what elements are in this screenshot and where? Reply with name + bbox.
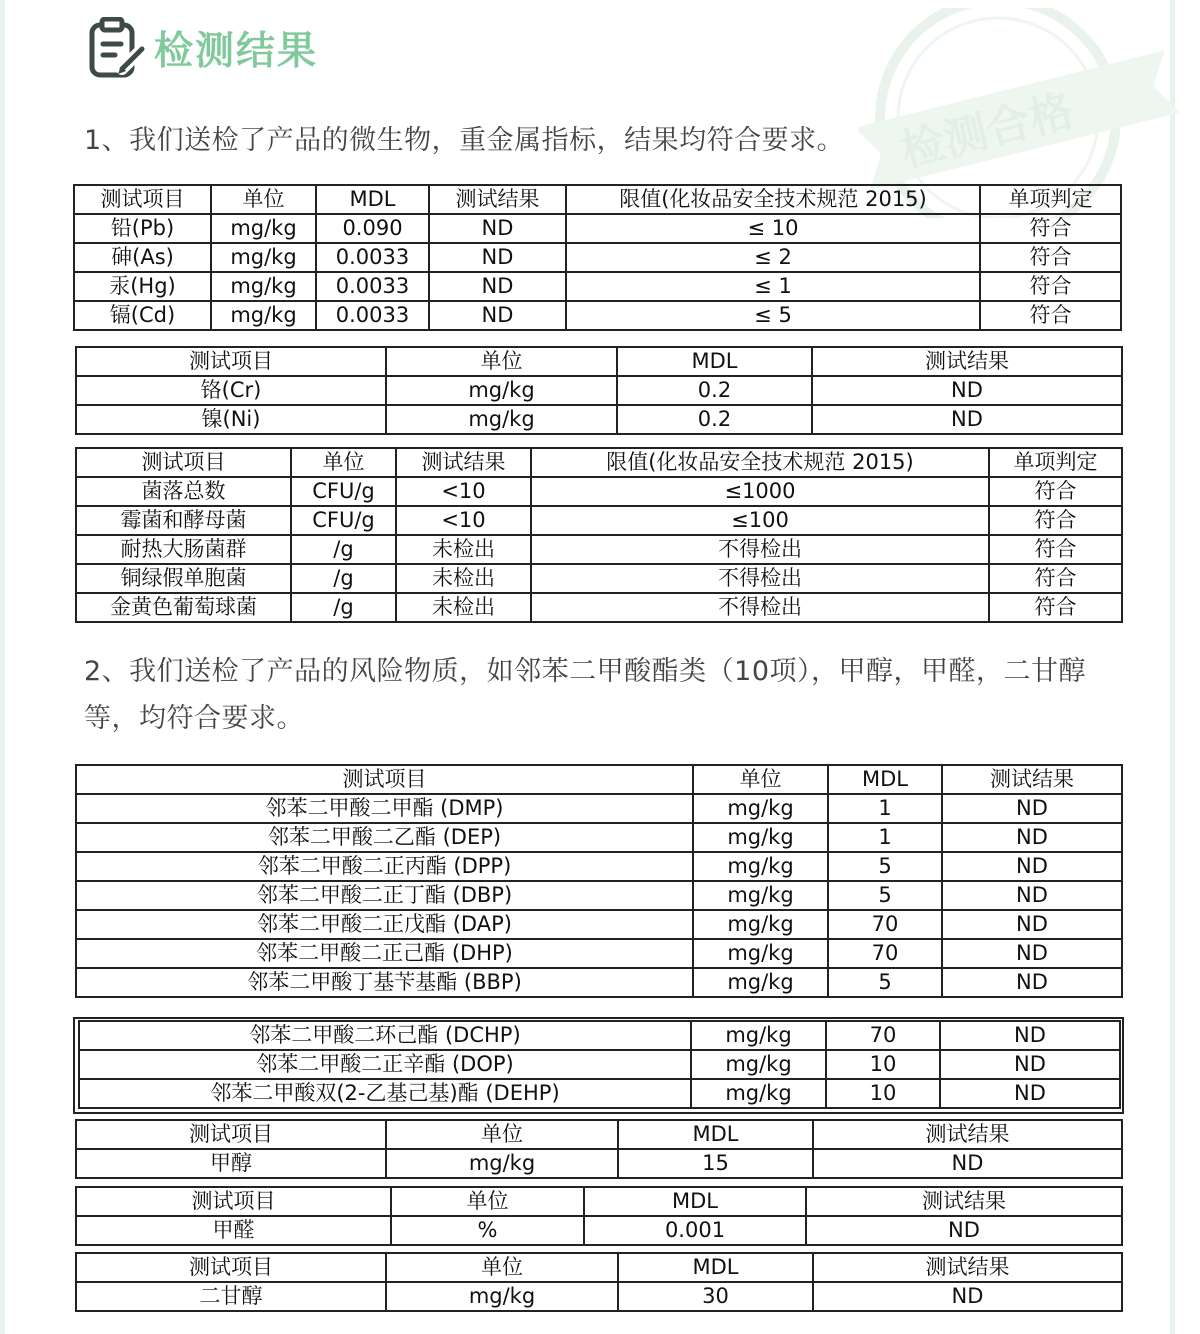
cell: 金黄色葡萄球菌	[76, 593, 291, 622]
cell: mg/kg	[386, 1149, 618, 1178]
cell: 符合	[989, 477, 1122, 506]
intro-paragraph-2: 2、我们送检了产品的风险物质，如邻苯二甲酸酯类（10项），甲醇，甲醛，二甘醇等，均符合要求。	[84, 656, 1087, 734]
cell: 邻苯二甲酸二正己酯 (DHP)	[76, 939, 693, 968]
header-cell: 单位	[211, 185, 316, 214]
heavy-metals-table	[73, 184, 1122, 331]
cell: 铬(Cr)	[76, 376, 386, 405]
cell: mg/kg	[693, 794, 828, 823]
cell: ND	[942, 939, 1122, 968]
cell: 符合	[980, 301, 1121, 330]
header-cell: 限值(化妆品安全技术规范 2015)	[566, 185, 980, 214]
cell: 5	[828, 968, 942, 997]
cell: /g	[291, 535, 396, 564]
cell: mg/kg	[693, 823, 828, 852]
microbial-table	[75, 447, 1123, 623]
cell: mg/kg	[693, 910, 828, 939]
cell: mg/kg	[211, 301, 316, 330]
cell: ND	[940, 1021, 1120, 1050]
header-cell: 测试结果	[396, 448, 531, 477]
table-row	[79, 1021, 1120, 1050]
formaldehyde-table	[75, 1186, 1123, 1246]
cell: 30	[618, 1282, 813, 1311]
cell: /g	[291, 593, 396, 622]
header-cell: 测试结果	[806, 1187, 1122, 1216]
header-cell: 测试项目	[76, 1253, 386, 1282]
cell: 0.0033	[316, 301, 429, 330]
cell: mg/kg	[693, 968, 828, 997]
cell: 符合	[989, 593, 1122, 622]
cell: ND	[942, 881, 1122, 910]
cell: <10	[396, 506, 531, 535]
table-row	[76, 376, 1122, 405]
cell: 5	[828, 852, 942, 881]
header-cell: 测试项目	[76, 765, 693, 794]
cell: ND	[813, 1149, 1122, 1178]
cell: 不得检出	[531, 564, 989, 593]
table-header-row	[76, 765, 1122, 794]
cell: ND	[942, 823, 1122, 852]
cell: 耐热大肠菌群	[76, 535, 291, 564]
page-title: 检测结果	[154, 29, 319, 74]
table-row	[76, 852, 1122, 881]
cell: /g	[291, 564, 396, 593]
cell: 甲醛	[76, 1216, 391, 1245]
cell: 0.2	[617, 405, 812, 434]
cell: 砷(As)	[74, 243, 211, 272]
header-cell: 测试项目	[74, 185, 211, 214]
cell: mg/kg	[386, 1282, 618, 1311]
cell: 10	[826, 1050, 940, 1079]
cell: mg/kg	[693, 881, 828, 910]
cell: 铅(Pb)	[74, 214, 211, 243]
table-header-row	[76, 1120, 1122, 1149]
table-row	[74, 243, 1121, 272]
intro-paragraph-1: 1、我们送检了产品的微生物，重金属指标，结果均符合要求。	[84, 125, 845, 156]
cell: 甲醇	[76, 1149, 386, 1178]
cell: 不得检出	[531, 535, 989, 564]
cell: 邻苯二甲酸双(2-乙基己基)酯 (DEHP)	[79, 1079, 691, 1108]
cell: 未检出	[396, 535, 531, 564]
table-row	[76, 593, 1122, 622]
cell: mg/kg	[693, 852, 828, 881]
header-cell: 单位	[291, 448, 396, 477]
cell: ND	[942, 910, 1122, 939]
cell: 邻苯二甲酸二正丙酯 (DPP)	[76, 852, 693, 881]
cell: 邻苯二甲酸二正戊酯 (DAP)	[76, 910, 693, 939]
table-header-row	[76, 1187, 1122, 1216]
table-row	[76, 405, 1122, 434]
cell: 未检出	[396, 593, 531, 622]
cell: 不得检出	[531, 593, 989, 622]
cell: 邻苯二甲酸二正辛酯 (DOP)	[79, 1050, 691, 1079]
methanol-table	[75, 1119, 1123, 1179]
header-cell: 测试项目	[76, 448, 291, 477]
header-cell: MDL	[617, 347, 812, 376]
table-row	[76, 1149, 1122, 1178]
header-cell: MDL	[584, 1187, 806, 1216]
header-cell: MDL	[316, 185, 429, 214]
cell: 符合	[989, 564, 1122, 593]
cell: ND	[942, 968, 1122, 997]
cell: %	[391, 1216, 584, 1245]
cell: ≤1000	[531, 477, 989, 506]
header-cell: 限值(化妆品安全技术规范 2015)	[531, 448, 989, 477]
cell: 1	[828, 823, 942, 852]
table-row	[76, 910, 1122, 939]
table-row	[76, 968, 1122, 997]
table-row	[76, 794, 1122, 823]
cell: ND	[942, 852, 1122, 881]
cell: 70	[828, 939, 942, 968]
cell: mg/kg	[693, 939, 828, 968]
cell: 符合	[980, 243, 1121, 272]
cell: ND	[940, 1079, 1120, 1108]
cell: 70	[828, 910, 942, 939]
table-row	[74, 272, 1121, 301]
cell: 0.0033	[316, 272, 429, 301]
cell: mg/kg	[211, 272, 316, 301]
cell: mg/kg	[386, 376, 617, 405]
cell: 未检出	[396, 564, 531, 593]
cell: ND	[429, 214, 566, 243]
cell: 0.001	[584, 1216, 806, 1245]
header-cell: 单位	[391, 1187, 584, 1216]
cell: 0.0033	[316, 243, 429, 272]
header-cell: MDL	[828, 765, 942, 794]
cell: <10	[396, 477, 531, 506]
cell: 10	[826, 1079, 940, 1108]
header-cell: 测试结果	[812, 347, 1122, 376]
cell: 邻苯二甲酸二环己酯 (DCHP)	[79, 1021, 691, 1050]
table-header-row	[76, 448, 1122, 477]
table-row	[74, 301, 1121, 330]
cell: 二甘醇	[76, 1282, 386, 1311]
header-cell: 单项判定	[980, 185, 1121, 214]
cell: ND	[806, 1216, 1122, 1245]
cell: ND	[429, 301, 566, 330]
table-row	[76, 535, 1122, 564]
table-header-row	[76, 1253, 1122, 1282]
cell: ≤ 10	[566, 214, 980, 243]
phthalates-table-2	[78, 1020, 1121, 1109]
table-row	[76, 564, 1122, 593]
table-row	[76, 477, 1122, 506]
table-row	[76, 939, 1122, 968]
header-cell: 单项判定	[989, 448, 1122, 477]
cell: ≤ 5	[566, 301, 980, 330]
cell: 0.2	[617, 376, 812, 405]
cell: 汞(Hg)	[74, 272, 211, 301]
cell: mg/kg	[691, 1050, 826, 1079]
header-cell: MDL	[618, 1253, 813, 1282]
section-header	[86, 16, 318, 80]
table-row	[76, 506, 1122, 535]
cell: ND	[940, 1050, 1120, 1079]
cell: 符合	[989, 506, 1122, 535]
cell: 15	[618, 1149, 813, 1178]
cell: CFU/g	[291, 506, 396, 535]
cell: 菌落总数	[76, 477, 291, 506]
table-row	[76, 881, 1122, 910]
table-header-row	[74, 185, 1121, 214]
cell: 霉菌和酵母菌	[76, 506, 291, 535]
cell: 铜绿假单胞菌	[76, 564, 291, 593]
header-cell: 测试项目	[76, 1120, 386, 1149]
cell: 邻苯二甲酸丁基苄基酯 (BBP)	[76, 968, 693, 997]
table-header-row	[76, 347, 1122, 376]
cell: 邻苯二甲酸二乙酯 (DEP)	[76, 823, 693, 852]
cell: 0.090	[316, 214, 429, 243]
header-cell: 测试项目	[76, 347, 386, 376]
cell: ND	[429, 272, 566, 301]
clipboard-icon	[86, 17, 148, 79]
table-row	[79, 1079, 1120, 1108]
left-border-line	[0, 0, 5, 1334]
cell: 邻苯二甲酸二甲酯 (DMP)	[76, 794, 693, 823]
diethylene-glycol-table	[75, 1252, 1123, 1312]
header-cell: 测试结果	[813, 1120, 1122, 1149]
chromium-nickel-table	[75, 346, 1123, 435]
table-row	[79, 1050, 1120, 1079]
cell: mg/kg	[211, 214, 316, 243]
cell: 镉(Cd)	[74, 301, 211, 330]
cell: 符合	[980, 214, 1121, 243]
cell: mg/kg	[211, 243, 316, 272]
table-row	[74, 214, 1121, 243]
cell: ND	[813, 1282, 1122, 1311]
header-cell: MDL	[618, 1120, 813, 1149]
cell: ≤ 1	[566, 272, 980, 301]
cell: 70	[826, 1021, 940, 1050]
table-row	[76, 823, 1122, 852]
cell: ND	[812, 376, 1122, 405]
header-cell: 单位	[386, 347, 617, 376]
header-cell: 单位	[386, 1120, 618, 1149]
phthalates-table	[75, 764, 1123, 998]
table-row	[76, 1282, 1122, 1311]
cell: CFU/g	[291, 477, 396, 506]
cell: mg/kg	[691, 1021, 826, 1050]
cell: mg/kg	[691, 1079, 826, 1108]
header-cell: 单位	[693, 765, 828, 794]
cell: ≤100	[531, 506, 989, 535]
table-row	[76, 1216, 1122, 1245]
cell: 邻苯二甲酸二正丁酯 (DBP)	[76, 881, 693, 910]
cell: ND	[942, 794, 1122, 823]
header-cell: 测试项目	[76, 1187, 391, 1216]
header-cell: 单位	[386, 1253, 618, 1282]
header-cell: 测试结果	[942, 765, 1122, 794]
cell: ND	[812, 405, 1122, 434]
cell: ≤ 2	[566, 243, 980, 272]
cell: 符合	[989, 535, 1122, 564]
cell: 5	[828, 881, 942, 910]
cell: 符合	[980, 272, 1121, 301]
header-cell: 测试结果	[429, 185, 566, 214]
cell: 1	[828, 794, 942, 823]
cell: mg/kg	[386, 405, 617, 434]
cell: 镍(Ni)	[76, 405, 386, 434]
stamp-text: 检测合格	[895, 85, 1079, 178]
cell: ND	[429, 243, 566, 272]
header-cell: 测试结果	[813, 1253, 1122, 1282]
